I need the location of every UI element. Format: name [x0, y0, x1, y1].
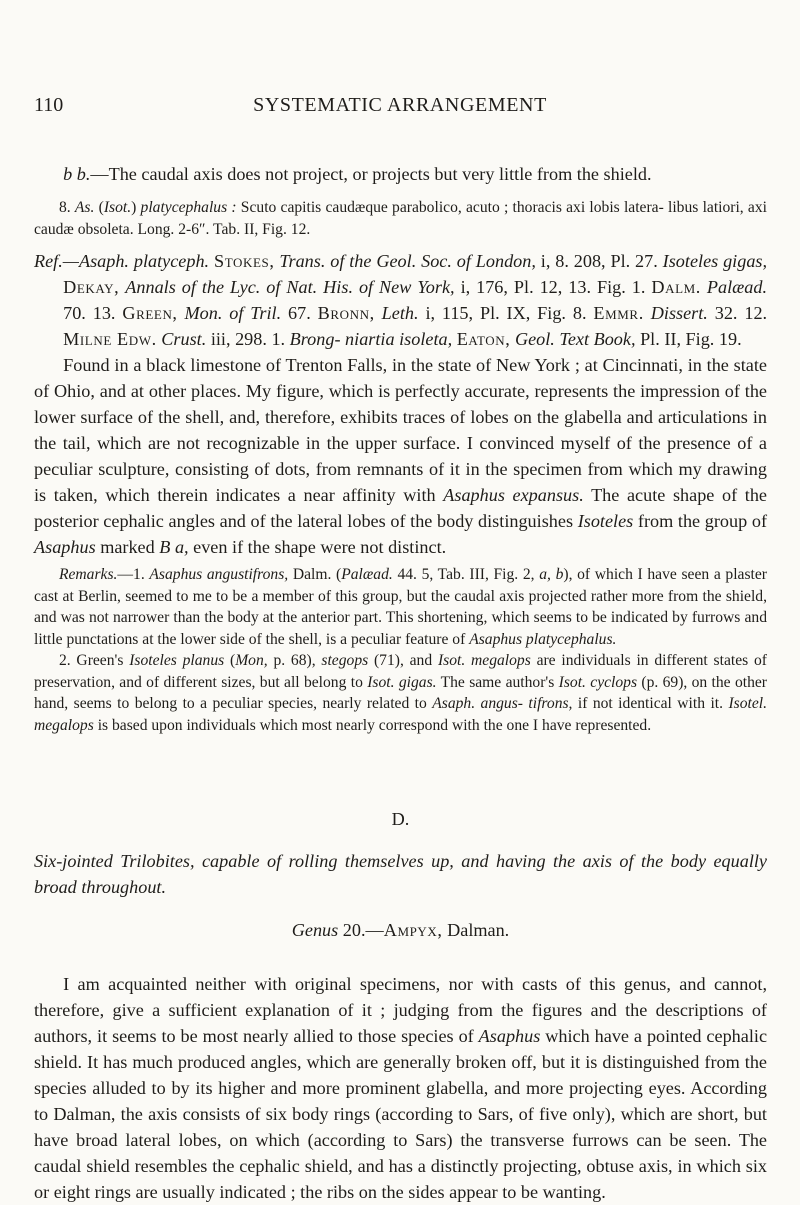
page-body: [34, 161, 767, 1205]
page-header: [34, 94, 766, 122]
running-head: SYSTEMATIC ARRANGEMENT: [253, 94, 547, 116]
remarks-paragraph-1: Remarks.—1. Asaphus angustifrons, Dalm. (Palæad. 44. 5, Tab. III, Fig. 2, a, b), of which I have seen a plaster cast at Berlin, seemed to me to be a member of this group, but the caudal axis projected rather more from the shield, and was not narrower than the body at the anterior part. This shortening, which seems to be indicated by furrows and little punctations at the lower side of the shell, is a peculiar feature of Asaphus platycephalus.: [34, 566, 767, 648]
page-number: 110: [34, 94, 64, 116]
division-heading: D.: [391, 809, 410, 829]
genus-heading: Genus 20.—Ampyx, Dalman.: [291, 920, 510, 940]
remarks-paragraph-2: 2. Green's Isoteles planus (Mon, p. 68), stegops (71), and Isot. megalops are individuals in different states of preservation, and of different sizes, but all belong to Isot. gigas. The same author's Isot. cyclops (p. 69), on the other hand, seems to belong to a peculiar species, nearly related to Asaph. angus- tifrons, if not identical with it. Isotel. megalops is based upon individuals which most nearly correspond with the one I have represented.: [34, 652, 767, 734]
section-label: b b.: [63, 164, 91, 184]
division-description: Six-jointed Trilobites, capable of rolling themselves up, and having the axis of the body equally broad throughout.: [34, 851, 767, 897]
occurrence-paragraph: Found in a black limestone of Trenton Falls, in the state of New York ; at Cincinnati, in the state of Ohio, and at other places. My figure, which is perfectly accurate, represents the impression of the lower surface of the shell, and, therefore, exhibits traces of lobes on the glabella and articulations in the tail, which are not recognizable in the upper surface. I convinced myself of the presence of a peculiar sculpture, consisting of dots, from remnants of it in the specimen from which my drawing is taken, which therein indicates a near affinity with Asaphus expansus. The acute shape of the posterior cephalic angles and of the lateral lobes of the body distinguishes Isoteles from the group of Asaphus marked B a, even if the shape were not distinct.: [34, 355, 768, 557]
genus-description-paragraph: I am acquainted neither with original specimens, nor with casts of this genus, and cannot, therefore, give a sufficient explanation of it ; judging from the figures and the descriptions of authors, it seems to be most nearly allied to those species of Asaphus which have a pointed cephalic shield. It has much produced angles, which are generally broken off, but it is distinguished from the species alluded to by its higher and more prominent glabella, and more projecting eyes. According to Dalman, the axis consists of six body rings (according to Sars, of five only), which are short, but have broad lateral lobes, on which (according to Sars) the transverse furrows can be seen. The caudal shield resembles the cephalic shield, and has a distinctly projecting, obtuse axis, in which six or eight rings are usually indicated ; the ribs on the sides appear to be wanting.: [34, 974, 768, 1202]
species-8-diagnosis: 8. As. (Isot.) platycephalus : Scuto capitis caudæque parabolico, acuto ; thoracis axi lobis latera- libus latiori, axi caudæ obsoleta. Long. 2-6″. Tab. II, Fig. 12.: [34, 199, 767, 238]
references-paragraph: Ref.—Asaph. platyceph. Stokes, Trans. of the Geol. Soc. of London, i, 8. 208, Pl. 27. Isoteles gigas, Dekay, Annals of the Lyc. of Nat. His. of New York, i, 176, Pl. 12, 13. Fig. 1. Dalm. Palæad. 70. 13. Green, Mon. of Tril. 67. Bronn, Leth. i, 115, Pl. IX, Fig. 8. Emmr. Dissert. 32. 12. Milne Edw. Crust. iii, 298. 1. Brong- niartia isoleta, Eaton, Geol. Text Book, Pl. II, Fig. 19.: [34, 251, 768, 349]
section-bb-paragraph: b b.—The caudal axis does not project, or projects but very little from the shield.: [63, 164, 652, 184]
